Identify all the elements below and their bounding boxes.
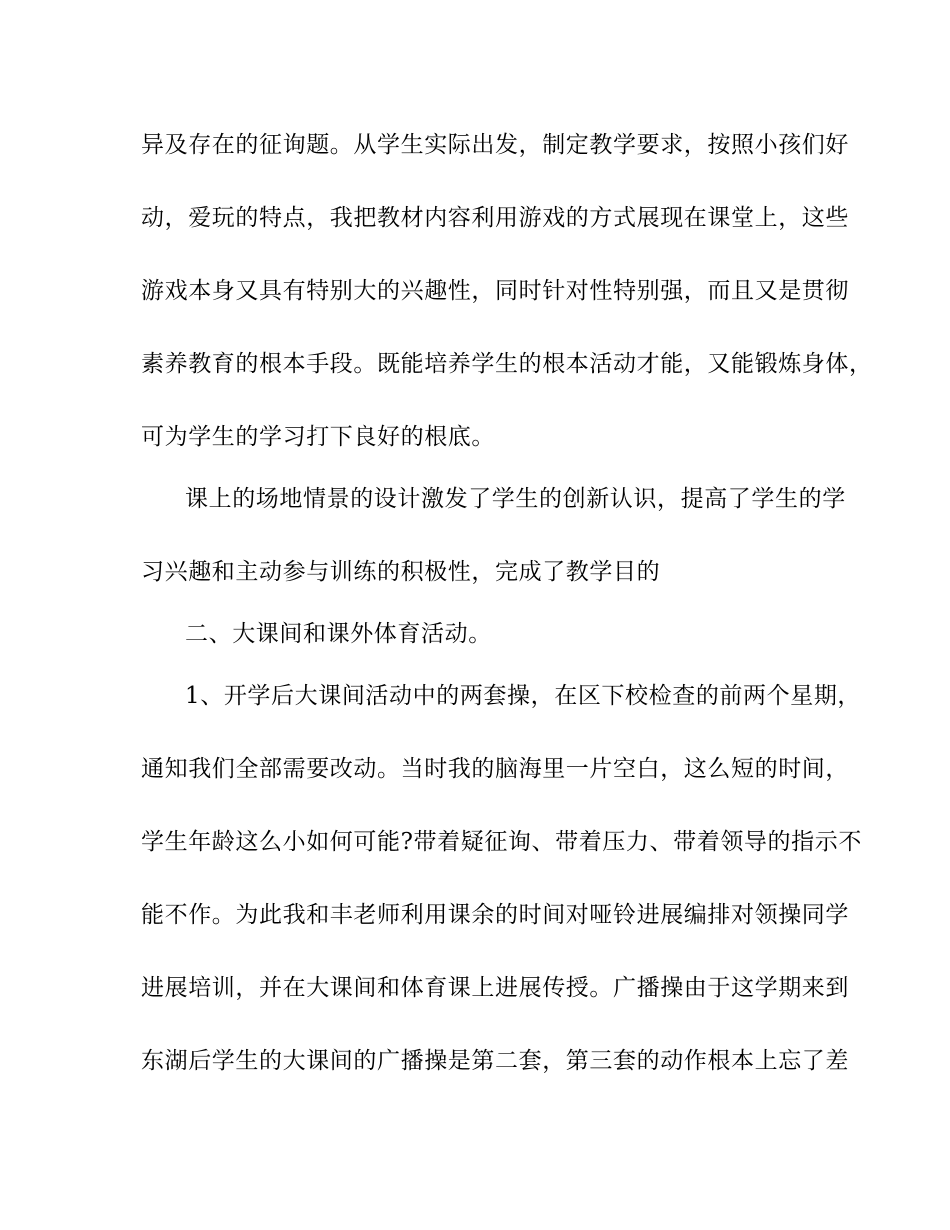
text-line: 习兴趣和主动参与训练的积极性，完成了教学目的: [141, 559, 661, 585]
text-line: 1、开学后大课间活动中的两套操，在区下校检查的前两个星期，: [185, 683, 862, 709]
text-line: 进展培训，并在大课间和体育课上进展传授。广播操由于这学期来到: [141, 975, 849, 1001]
text-line: 动，爱玩的特点，我把教材内容利用游戏的方式展现在课堂上，这些: [141, 205, 849, 231]
section-heading: 二、大课间和课外体育活动。: [185, 621, 492, 647]
text-line: 素养教育的根本手段。既能培养学生的根本活动才能，又能锻炼身体，: [141, 351, 873, 377]
text-line: 异及存在的征询题。从学生实际出发，制定教学要求，按照小孩们好: [141, 132, 849, 158]
text-line: 课上的场地情景的设计激发了学生的创新认识，提高了学生的学: [185, 486, 846, 512]
text-line: 能不作。为此我和丰老师利用课余的时间对哑铃进展编排对领操同学: [141, 902, 849, 928]
text-line: 东湖后学生的大课间的广播操是第二套，第三套的动作根本上忘了差: [141, 1048, 849, 1074]
text-line: 学生年龄这么小如何可能?带着疑征询、带着压力、带着领导的指示不: [141, 829, 862, 855]
text-line: 游戏本身又具有特别大的兴趣性，同时针对性特别强，而且又是贯彻: [141, 278, 849, 304]
text-line: 可为学生的学习打下良好的根底。: [141, 424, 495, 450]
text-line: 通知我们全部需要改动。当时我的脑海里一片空白，这么短的时间，: [141, 756, 849, 782]
